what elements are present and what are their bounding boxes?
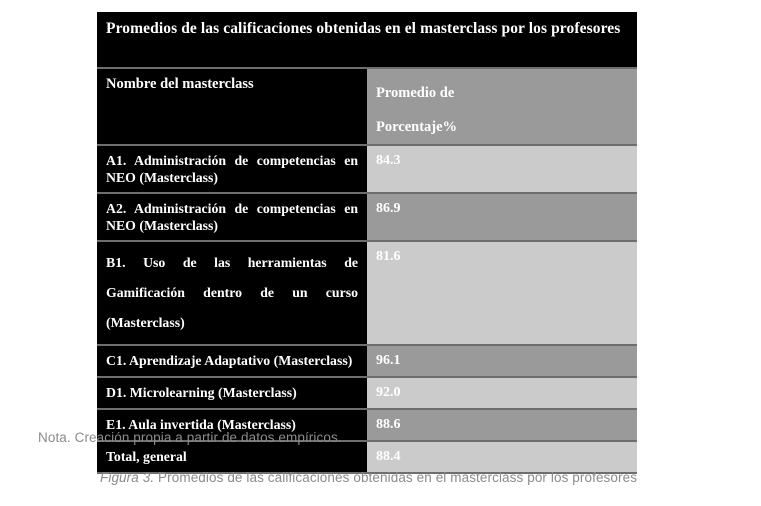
row-name-cell (97, 145, 367, 193)
row-name: D1. Microlearning (Masterclass) (106, 385, 297, 400)
row-name: A2. Administración de competencias en NEO (Masterclass) (106, 201, 358, 233)
row-name-cell (97, 345, 367, 377)
figure-caption-text: Promedios de las calificaciones obtenidas en el masterclass por los profesores (154, 470, 638, 485)
row-value-cell (367, 145, 637, 193)
row-value-cell (367, 193, 637, 241)
row-value-cell (367, 441, 637, 473)
table-header-row (97, 68, 637, 145)
table-title-row (97, 12, 637, 68)
row-value-cell (367, 345, 637, 377)
row-value: 86.9 (376, 201, 401, 216)
column-header-value-line1: Promedio de (376, 85, 455, 101)
column-header-name-cell (97, 68, 367, 145)
table-row (97, 241, 637, 345)
row-value: 92.0 (376, 385, 401, 400)
table-title-cell (97, 12, 637, 68)
row-name: Total, general (106, 449, 187, 464)
figure-label: Figura 3. (100, 470, 155, 485)
row-name: C1. Aprendizaje Adaptativo (Masterclass) (106, 353, 353, 368)
row-value: 88.6 (376, 417, 401, 432)
table-figure (97, 12, 637, 474)
figure-caption (100, 470, 637, 485)
table-title: Promedios de las calificaciones obtenidas en el masterclass por los profesores (106, 20, 621, 37)
table-row (97, 377, 637, 409)
averages-table (97, 12, 637, 474)
row-value: 96.1 (376, 353, 401, 368)
row-value: 84.3 (376, 153, 401, 168)
column-header-value-cell (367, 68, 637, 145)
row-name-cell (97, 241, 367, 345)
row-name-line2: (Masterclass) (106, 315, 185, 330)
table-body (97, 12, 637, 473)
table-row (97, 145, 637, 193)
row-value-cell (367, 377, 637, 409)
row-value-cell (367, 409, 637, 441)
row-value-cell (367, 241, 637, 345)
row-name (106, 248, 358, 338)
table-note: Nota. Creación propia a partir de datos empíricos. (38, 430, 342, 445)
table-row (97, 345, 637, 377)
row-name-cell (97, 377, 367, 409)
row-name-cell (97, 193, 367, 241)
row-name: A1. Administración de competencias en NEO (Masterclass) (106, 153, 358, 185)
column-header-value-line2: Porcentaje% (376, 119, 458, 135)
row-name-cell (97, 441, 367, 473)
row-name-line1: B1. Uso de las herramientas de Gamificación dentro de un curso (106, 255, 358, 300)
column-header-name: Nombre del masterclass (106, 76, 254, 92)
row-name: E1. Aula invertida (Masterclass) (106, 417, 296, 432)
table-total-row (97, 441, 637, 473)
table-row (97, 193, 637, 241)
row-value: 81.6 (376, 249, 401, 264)
row-value: 88.4 (376, 449, 401, 464)
